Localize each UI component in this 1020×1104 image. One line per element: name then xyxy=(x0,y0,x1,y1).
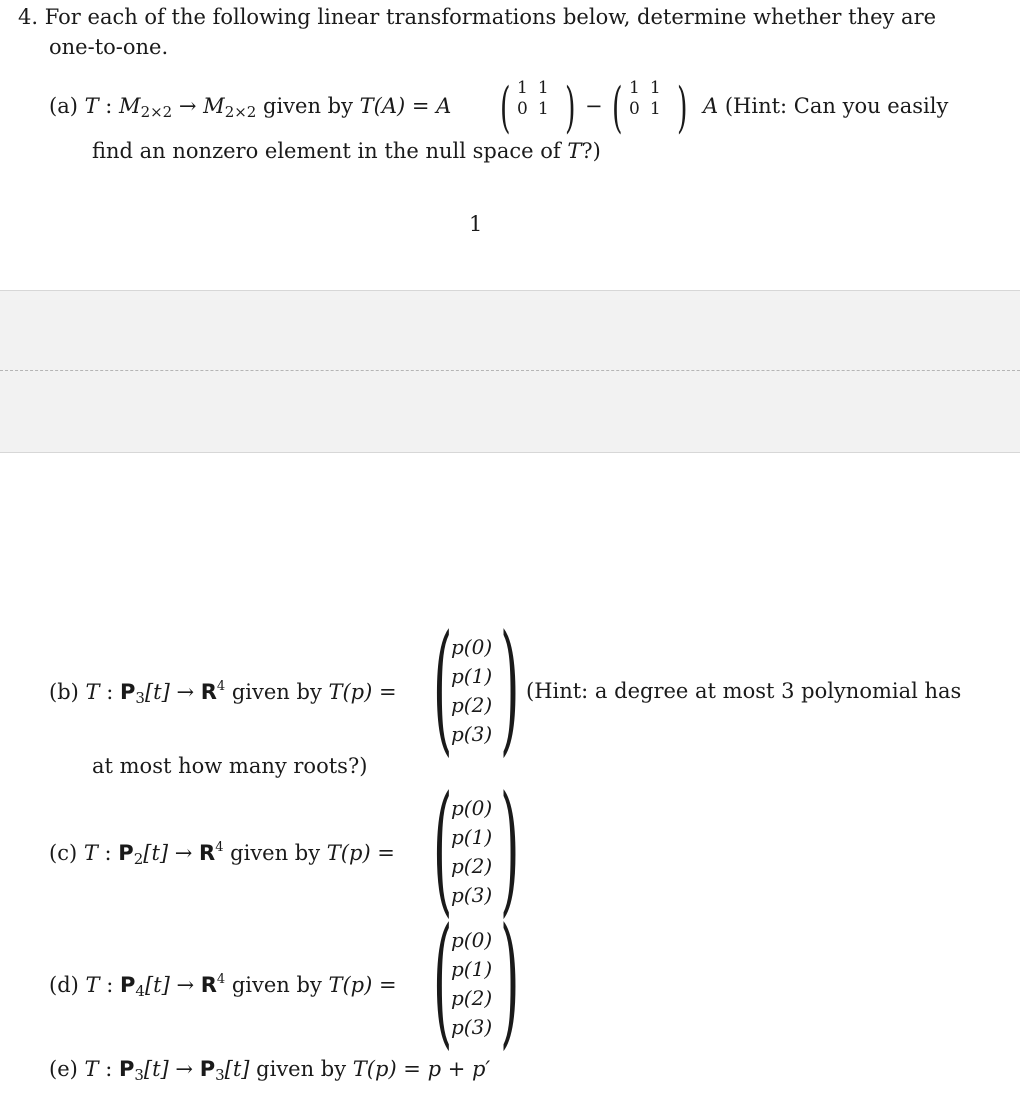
matrix1-cell: 1 xyxy=(517,78,528,98)
part-c-degree: 2 xyxy=(133,850,144,868)
vector-entry: p(3) xyxy=(451,722,493,746)
part-b-text xyxy=(49,679,397,707)
vector-entry: p(0) xyxy=(451,928,493,952)
vector-b-left-paren: ( xyxy=(433,605,453,770)
vector-entry: p(1) xyxy=(451,957,493,981)
matrix2-cell: 1 xyxy=(629,78,640,98)
part-a-hint-end: ?) xyxy=(581,139,601,163)
part-a-hint-line-2 xyxy=(92,139,601,163)
part-b-exp: 4 xyxy=(216,679,226,694)
part-d-colon: : xyxy=(99,973,120,997)
vector-entry: p(2) xyxy=(451,986,493,1010)
part-c-R: R xyxy=(199,841,216,865)
part-b-hint: (Hint: a degree at most 3 polynomial has xyxy=(526,679,962,703)
matrix1-cell: 1 xyxy=(537,99,549,119)
part-e-given-by: given by xyxy=(249,1057,353,1081)
part-b-colon: : xyxy=(99,680,120,704)
part-a-hint-T: T xyxy=(567,139,582,163)
part-c-T: T xyxy=(83,841,98,865)
vector-c-right-paren: ) xyxy=(500,766,520,931)
part-a-hint-text: find an nonzero element in the null space of xyxy=(92,139,568,163)
part-e-codomain-degree: 3 xyxy=(215,1066,225,1084)
part-c-P: P xyxy=(118,841,134,865)
vector-d xyxy=(451,926,492,1042)
matrix-2 xyxy=(629,78,661,120)
matrix2-cell: 0 xyxy=(629,99,640,119)
vector-entry: p(2) xyxy=(451,854,493,878)
part-c-text xyxy=(49,840,395,868)
part-a-minus: − xyxy=(585,94,603,118)
part-e-label: (e) xyxy=(49,1057,78,1081)
part-a-text-left xyxy=(49,94,451,121)
vector-entry: p(0) xyxy=(451,635,493,659)
part-c-label: (c) xyxy=(49,841,78,865)
part-e-text xyxy=(49,1057,490,1084)
part-a-codomain: M xyxy=(203,94,225,118)
part-b-arrow: → xyxy=(169,680,201,704)
part-d-given-by: given by xyxy=(225,973,329,997)
matrix2-left-paren: ( xyxy=(612,76,623,139)
part-d-Tp: T(p) = xyxy=(328,973,397,997)
part-e-codomain-P: P xyxy=(199,1057,216,1081)
page-number: 1 xyxy=(469,212,483,236)
part-e-codomain-t: [t] xyxy=(224,1057,250,1081)
part-e-colon: : xyxy=(98,1057,119,1081)
vector-c xyxy=(451,794,492,910)
matrix-1 xyxy=(517,78,549,120)
vector-c-left-paren: ( xyxy=(433,766,453,931)
part-a-arrow: → xyxy=(172,94,204,118)
vector-entry: p(2) xyxy=(451,693,493,717)
matrix2-cell: 1 xyxy=(649,78,661,98)
part-b-T: T xyxy=(85,680,100,704)
part-b-Tp: T(p) = xyxy=(328,680,397,704)
part-d-P: P xyxy=(119,973,136,997)
part-c-exp: 4 xyxy=(215,840,224,855)
question-number: 4. xyxy=(18,5,39,29)
part-b-P: P xyxy=(119,680,136,704)
question-intro: For each of the following linear transformations below, determine whether they are xyxy=(44,5,937,29)
part-e-T: T xyxy=(84,1057,99,1081)
question-line-2 xyxy=(49,35,168,59)
part-a-TA: T(A) = A xyxy=(359,94,452,118)
part-d-label: (d) xyxy=(49,973,79,997)
vector-d-right-paren: ) xyxy=(500,898,520,1063)
part-d-arrow: → xyxy=(169,973,201,997)
part-c-colon: : xyxy=(97,841,119,865)
part-a-hint: (Hint: Can you easily xyxy=(724,94,949,118)
part-a-label: (a) xyxy=(49,94,78,118)
question-intro-cont: one-to-one. xyxy=(49,35,169,59)
part-a-text-right xyxy=(703,94,948,118)
part-e-domain-degree: 3 xyxy=(134,1066,144,1084)
matrix1-right-paren: ) xyxy=(565,76,576,139)
vector-b xyxy=(451,633,492,749)
part-b-label: (b) xyxy=(49,680,79,704)
part-b-t: [t] xyxy=(144,680,170,704)
part-a-given-by: given by xyxy=(256,94,360,118)
vector-entry: p(3) xyxy=(451,1015,493,1039)
part-e-arrow: → xyxy=(168,1057,200,1081)
part-d-degree: 4 xyxy=(135,982,145,1000)
part-a-codomain-dims: 2×2 xyxy=(224,103,257,121)
matrix1-left-paren: ( xyxy=(500,76,511,139)
part-c-arrow: → xyxy=(168,841,200,865)
part-e-Tp: T(p) = p + p′ xyxy=(352,1057,491,1081)
question-line-1 xyxy=(18,5,936,29)
part-d-t: [t] xyxy=(144,973,170,997)
matrix2-cell: 1 xyxy=(649,99,661,119)
vector-entry: p(1) xyxy=(451,825,493,849)
part-a-colon: : xyxy=(98,94,120,118)
part-b-degree: 3 xyxy=(135,689,145,707)
part-c-given-by: given by xyxy=(223,841,327,865)
part-b-given-by: given by xyxy=(225,680,329,704)
part-d-T: T xyxy=(85,973,100,997)
part-e-domain-t: [t] xyxy=(143,1057,169,1081)
part-a-domain-dims: 2×2 xyxy=(140,103,173,121)
part-a-domain: M xyxy=(119,94,141,118)
vector-b-right-paren: ) xyxy=(500,605,520,770)
page-break-band xyxy=(0,290,1020,453)
vector-d-left-paren: ( xyxy=(433,898,453,1063)
part-b-R: R xyxy=(200,680,217,704)
part-d-text xyxy=(49,972,397,1000)
part-d-exp: 4 xyxy=(216,972,226,987)
part-e-domain-P: P xyxy=(118,1057,135,1081)
matrix1-cell: 0 xyxy=(517,99,528,119)
matrix1-cell: 1 xyxy=(537,78,549,98)
matrix2-right-paren: ) xyxy=(677,76,688,139)
part-a-A: A xyxy=(703,94,719,118)
part-a-T: T xyxy=(84,94,99,118)
part-c-Tp: T(p) = xyxy=(326,841,395,865)
vector-entry: p(1) xyxy=(451,664,493,688)
vector-entry: p(3) xyxy=(451,883,493,907)
part-d-R: R xyxy=(200,973,217,997)
part-b-hint-line-2: at most how many roots?) xyxy=(92,754,368,778)
vector-entry: p(0) xyxy=(451,796,493,820)
part-c-t: [t] xyxy=(143,841,169,865)
page-break-line xyxy=(0,370,1020,371)
